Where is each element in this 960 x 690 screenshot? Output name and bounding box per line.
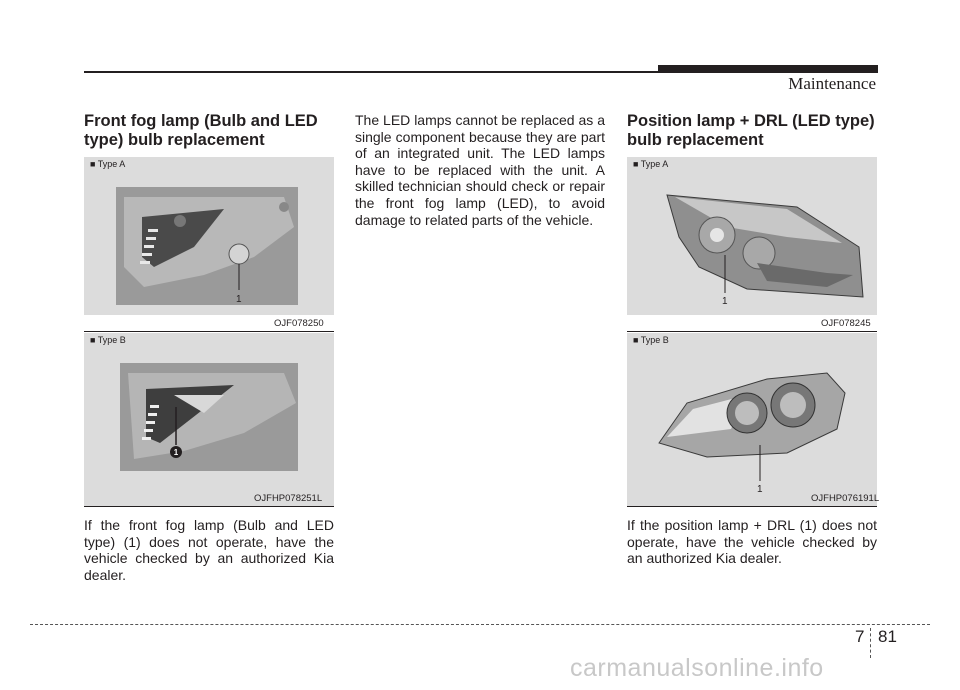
page-number-separator bbox=[870, 628, 872, 658]
callout-number: 1 bbox=[722, 296, 728, 307]
header-rule-thick bbox=[658, 65, 878, 73]
fog-lamp-figure-b bbox=[84, 333, 334, 506]
chapter-number: 7 bbox=[855, 627, 865, 646]
callout-number: 1 bbox=[757, 484, 763, 495]
position-lamp-body-wrap bbox=[627, 517, 877, 567]
headlamp-illustration-b bbox=[627, 333, 880, 506]
position-lamp-figure-b bbox=[627, 333, 880, 506]
position-lamp-body-text: If the position lamp + DRL (1) does not operate, have the vehicle checked by an authorized Kia dealer. bbox=[627, 517, 877, 567]
fog-lamp-illustration-a bbox=[84, 157, 334, 315]
callout-number: 1 bbox=[236, 294, 242, 305]
middle-body-wrap bbox=[355, 112, 605, 228]
position-lamp-figure-a bbox=[627, 157, 877, 315]
figure-type-label: ■ Type A bbox=[90, 159, 126, 169]
figure-type-label: ■ Type A bbox=[633, 159, 669, 169]
page-number: 81 bbox=[878, 627, 897, 646]
figure-divider bbox=[84, 506, 334, 507]
fog-lamp-body-text: If the front fog lamp (Bulb and LED type) (1) does not operate, have the vehicle checked by an authorized Kia dealer. bbox=[84, 517, 334, 583]
right-heading-wrap bbox=[627, 112, 877, 150]
fog-lamp-figure-a bbox=[84, 157, 334, 315]
header-rule bbox=[84, 71, 678, 73]
led-lamp-body-text: The LED lamps cannot be replaced as a single component because they are part of an integrated unit. The LED lamps have to be replaced with the unit. A skilled technician should check or repair the front fog lamp (LED), to avoid damage to related parts of the vehicle. bbox=[355, 112, 605, 228]
callout-number: 1 bbox=[173, 448, 179, 457]
fog-lamp-body-wrap bbox=[84, 517, 334, 583]
figure-divider bbox=[84, 331, 334, 332]
figure-divider bbox=[627, 331, 877, 332]
section-title: Maintenance bbox=[788, 74, 876, 93]
fog-lamp-heading: Front fog lamp (Bulb and LED type) bulb replacement bbox=[84, 112, 318, 149]
fog-lamp-illustration-b bbox=[84, 333, 334, 506]
watermark: carmanualsonline.info bbox=[570, 654, 824, 682]
position-lamp-heading: Position lamp + DRL (LED type) bulb replacement bbox=[627, 112, 875, 149]
figure-code: OJFHP078251L bbox=[254, 493, 323, 504]
headlamp-illustration-a bbox=[627, 157, 877, 315]
figure-type-label: ■ Type B bbox=[90, 335, 126, 345]
figure-type-label: ■ Type B bbox=[633, 335, 669, 345]
footer-divider bbox=[30, 624, 930, 625]
figure-code: OJF078250 bbox=[274, 318, 324, 329]
figure-code: OJF078245 bbox=[821, 318, 871, 329]
figure-divider bbox=[627, 506, 877, 507]
left-heading-wrap bbox=[84, 112, 334, 150]
figure-code: OJFHP076191L bbox=[811, 493, 880, 504]
